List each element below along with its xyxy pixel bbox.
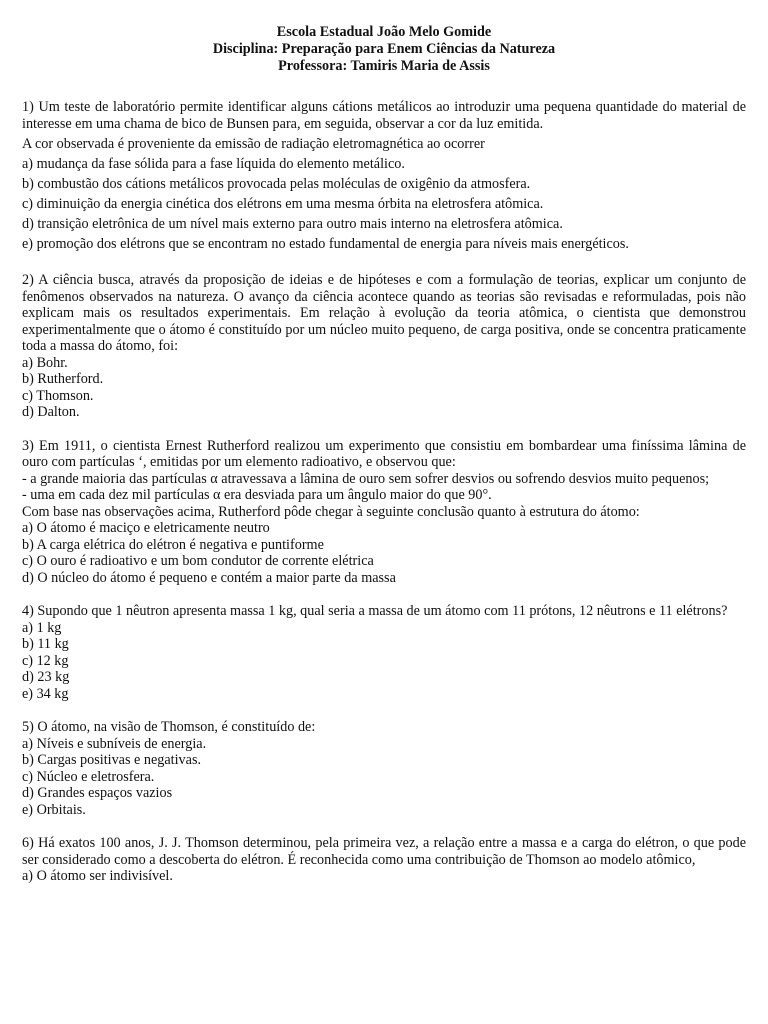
question-2-option-a: a) Bohr. bbox=[22, 354, 68, 371]
question-3-observation-2: - uma em cada dez mil partículas α era desviada para um ângulo maior do que 90°. bbox=[22, 487, 492, 503]
question-6-stem: 6) Há exatos 100 anos, J. J. Thomson determinou, pela primeira vez, a relação entre a massa e a carga do elétron, o que pode ser considerado como a descoberta do elétron. É reconhecida como uma contribuição de Thomson ao modelo atômico, bbox=[22, 835, 746, 868]
question-1 bbox=[22, 99, 746, 252]
question-1-prompt: A cor observada é proveniente da emissão de radiação eletromagnética ao ocorrer bbox=[22, 135, 485, 152]
question-4-option-e: e) 34 kg bbox=[22, 685, 69, 702]
question-1-option-b: b) combustão dos cátions metálicos provocada pelas moléculas de oxigênio da atmosfera. bbox=[22, 175, 531, 192]
question-3-option-a: a) O átomo é maciço e eletricamente neutro bbox=[22, 520, 270, 536]
subject-line: Disciplina: Preparação para Enem Ciências da Natureza bbox=[212, 41, 556, 57]
question-3-option-b: b) A carga elétrica do elétron é negativa e puntiforme bbox=[22, 536, 324, 553]
question-5-option-d: d) Grandes espaços vazios bbox=[22, 785, 173, 801]
question-6-option-a: a) O átomo ser indivisível. bbox=[22, 868, 173, 884]
worksheet-header bbox=[22, 24, 746, 75]
question-2-option-d: d) Dalton. bbox=[22, 404, 80, 420]
question-4-option-d: d) 23 kg bbox=[22, 669, 70, 685]
question-1-option-c: c) diminuição da energia cinética dos elétrons em uma mesma órbita na eletrosfera atômica. bbox=[22, 195, 544, 212]
question-5-stem: 5) O átomo, na visão de Thomson, é constituído de: bbox=[22, 719, 316, 735]
question-1-option-a: a) mudança da fase sólida para a fase líquida do elemento metálico. bbox=[22, 155, 405, 172]
question-2-stem: 2) A ciência busca, através da proposição de ideias e de hipóteses e com a formulação de teorias, explicar um conjunto de fenômenos observados na natureza. O avanço da ciência acontece quando as teorias são revisadas e reformuladas, pois não explicam mais os resultados experimentais. Em relação à evolução da teoria atômica, o cientista que demonstrou experimentalmente que o átomo é constituído por um núcleo muito pequeno, de carga positiva, onde se concentra praticamente toda a massa do átomo, foi: bbox=[22, 272, 746, 354]
question-4-option-a: a) 1 kg bbox=[22, 619, 62, 636]
teacher-line: Professora: Tamiris Maria de Assis bbox=[278, 58, 490, 74]
question-3 bbox=[22, 438, 746, 587]
question-3-option-d: d) O núcleo do átomo é pequeno e contém a maior parte da massa bbox=[22, 569, 396, 586]
question-3-prompt: Com base nas observações acima, Rutherford pôde chegar à seguinte conclusão quanto à estrutura do átomo: bbox=[22, 503, 640, 520]
question-3-observation-1: - a grande maioria das partículas α atravessava a lâmina de ouro sem sofrer desvios ou sofrendo desvios muito pequenos; bbox=[22, 470, 710, 487]
question-2-option-b: b) Rutherford. bbox=[22, 371, 104, 387]
question-4 bbox=[22, 603, 746, 702]
question-4-stem: 4) Supondo que 1 nêutron apresenta massa 1 kg, qual seria a massa de um átomo com 11 prótons, 12 nêutrons e 11 elétrons? bbox=[22, 603, 728, 619]
question-1-option-d: d) transição eletrônica de um nível mais externo para outro mais interno na eletrosfera atômica. bbox=[22, 215, 563, 232]
question-5-option-e: e) Orbitais. bbox=[22, 801, 86, 818]
question-2 bbox=[22, 272, 746, 421]
question-5-option-a: a) Níveis e subníveis de energia. bbox=[22, 735, 207, 752]
question-5-option-c: c) Núcleo e eletrosfera. bbox=[22, 768, 155, 785]
question-1-stem: 1) Um teste de laboratório permite identificar alguns cátions metálicos ao introduzir uma pequena quantidade do material de interesse em uma chama de bico de Bunsen para, em seguida, observar a cor da luz emitida. bbox=[22, 99, 746, 132]
question-5-option-b: b) Cargas positivas e negativas. bbox=[22, 752, 202, 768]
question-5 bbox=[22, 719, 746, 818]
question-4-option-c: c) 12 kg bbox=[22, 652, 69, 669]
question-1-option-e: e) promoção dos elétrons que se encontram no estado fundamental de energia para níveis mais energéticos. bbox=[22, 235, 629, 252]
question-2-option-c: c) Thomson. bbox=[22, 387, 94, 404]
question-6 bbox=[22, 835, 746, 885]
question-3-stem: 3) Em 1911, o cientista Ernest Rutherford realizou um experimento que consistiu em bombardear uma finíssima lâmina de ouro com partículas ‘, emitidas por um elemento radioativo, e observou que: bbox=[22, 437, 746, 470]
worksheet-page bbox=[22, 24, 746, 885]
school-name: Escola Estadual João Melo Gomide bbox=[276, 24, 492, 40]
question-3-option-c: c) O ouro é radioativo e um bom condutor de corrente elétrica bbox=[22, 553, 374, 569]
question-4-option-b: b) 11 kg bbox=[22, 636, 69, 652]
